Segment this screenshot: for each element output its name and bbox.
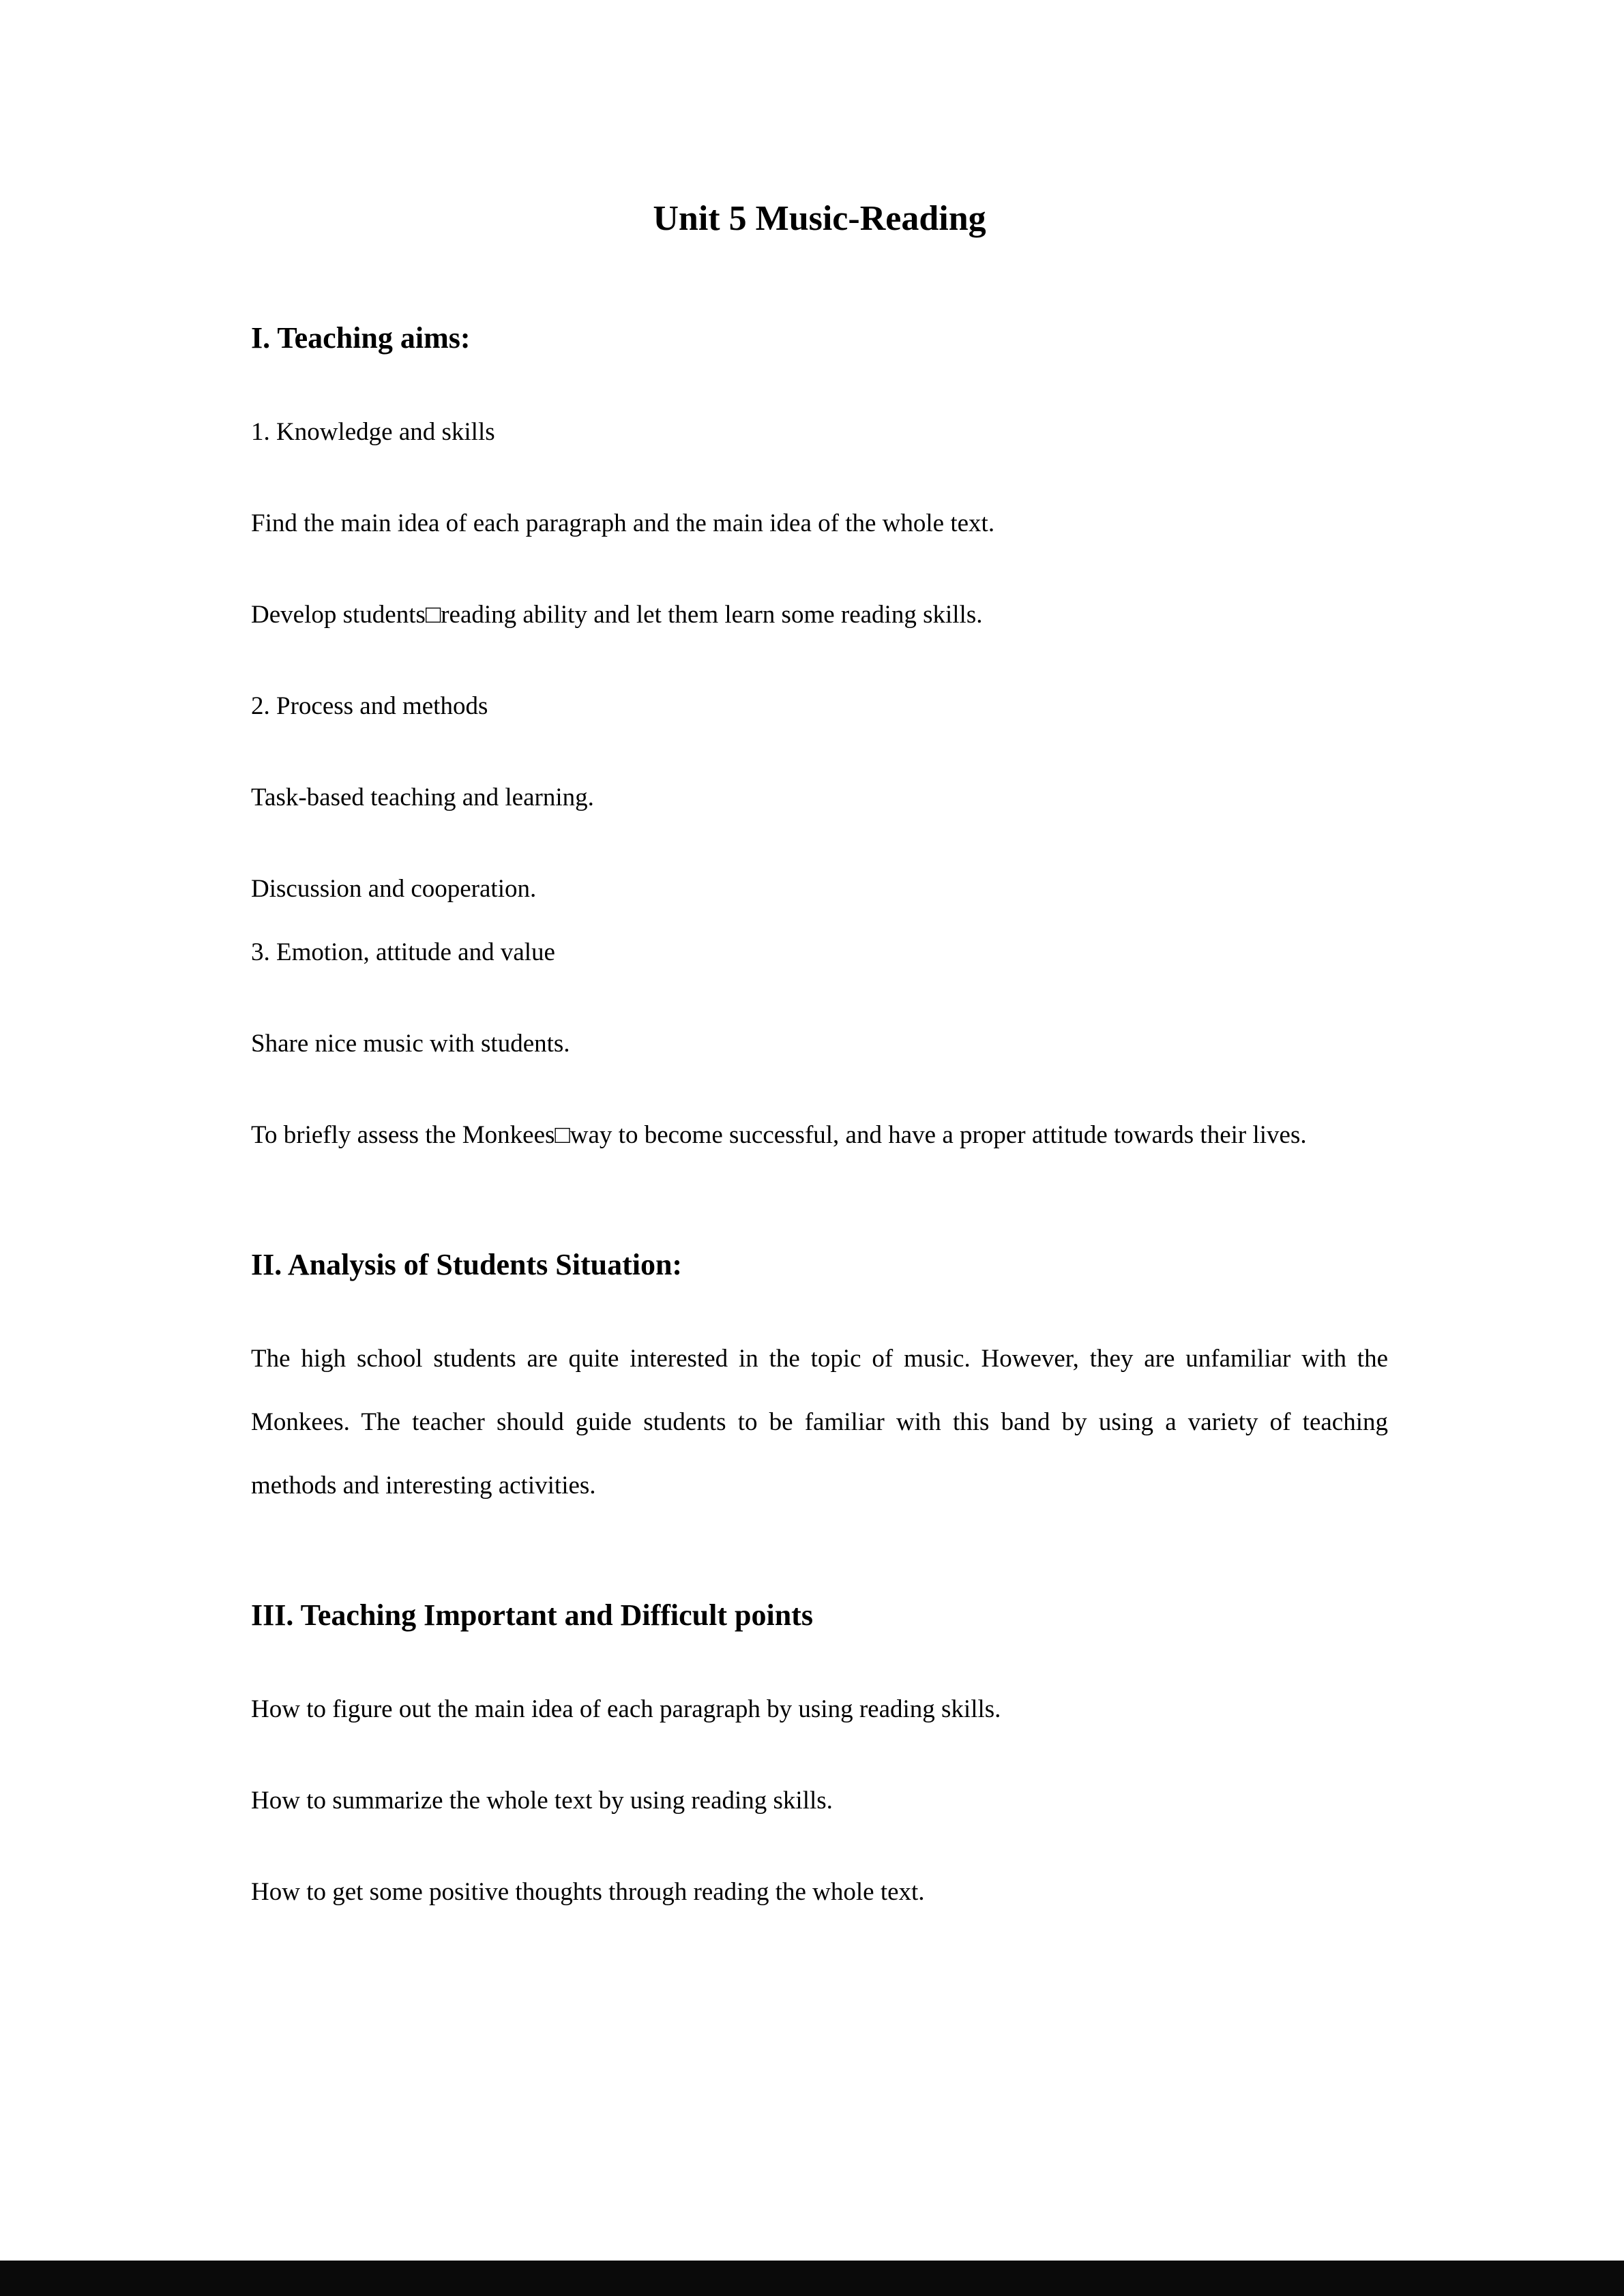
paragraph-briefly-assess-monkees: To briefly assess the Monkees□way to become successful, and have a proper attitude towards their lives. bbox=[251, 1121, 1307, 1150]
paragraph-develop-reading-ability: Develop students□reading ability and let them learn some reading skills. bbox=[251, 601, 983, 629]
paragraph-summarize-whole-text: How to summarize the whole text by using reading skills. bbox=[251, 1786, 833, 1815]
paragraph-figure-out-main-idea: How to figure out the main idea of each paragraph by using reading skills. bbox=[251, 1695, 1001, 1723]
paragraph-students-analysis: The high school students are quite interested in the topic of music. However, they are unfamiliar with the Monkees. The teacher should guide students to be familiar with this band by using a variety of teaching methods and interesting activities. bbox=[251, 1344, 1388, 1500]
section-heading-teaching-aims: I. Teaching aims: bbox=[251, 321, 471, 355]
page-bottom-border bbox=[0, 2261, 1624, 2296]
section-heading-important-difficult-points: III. Teaching Important and Difficult points bbox=[251, 1598, 813, 1632]
section-heading-analysis-of-students: II. Analysis of Students Situation: bbox=[251, 1248, 683, 1282]
paragraph-positive-thoughts: How to get some positive thoughts through reading the whole text. bbox=[251, 1877, 925, 1906]
paragraph-knowledge-and-skills: 1. Knowledge and skills bbox=[251, 418, 495, 447]
paragraph-find-main-idea: Find the main idea of each paragraph and the main idea of the whole text. bbox=[251, 509, 995, 538]
paragraph-emotion-attitude-value: 3. Emotion, attitude and value bbox=[251, 938, 555, 967]
paragraph-discussion-cooperation: Discussion and cooperation. bbox=[251, 875, 537, 904]
paragraph-task-based-teaching: Task-based teaching and learning. bbox=[251, 784, 594, 812]
document-title: Unit 5 Music-Reading bbox=[653, 199, 986, 238]
paragraph-process-and-methods: 2. Process and methods bbox=[251, 692, 488, 721]
paragraph-share-nice-music: Share nice music with students. bbox=[251, 1030, 570, 1058]
